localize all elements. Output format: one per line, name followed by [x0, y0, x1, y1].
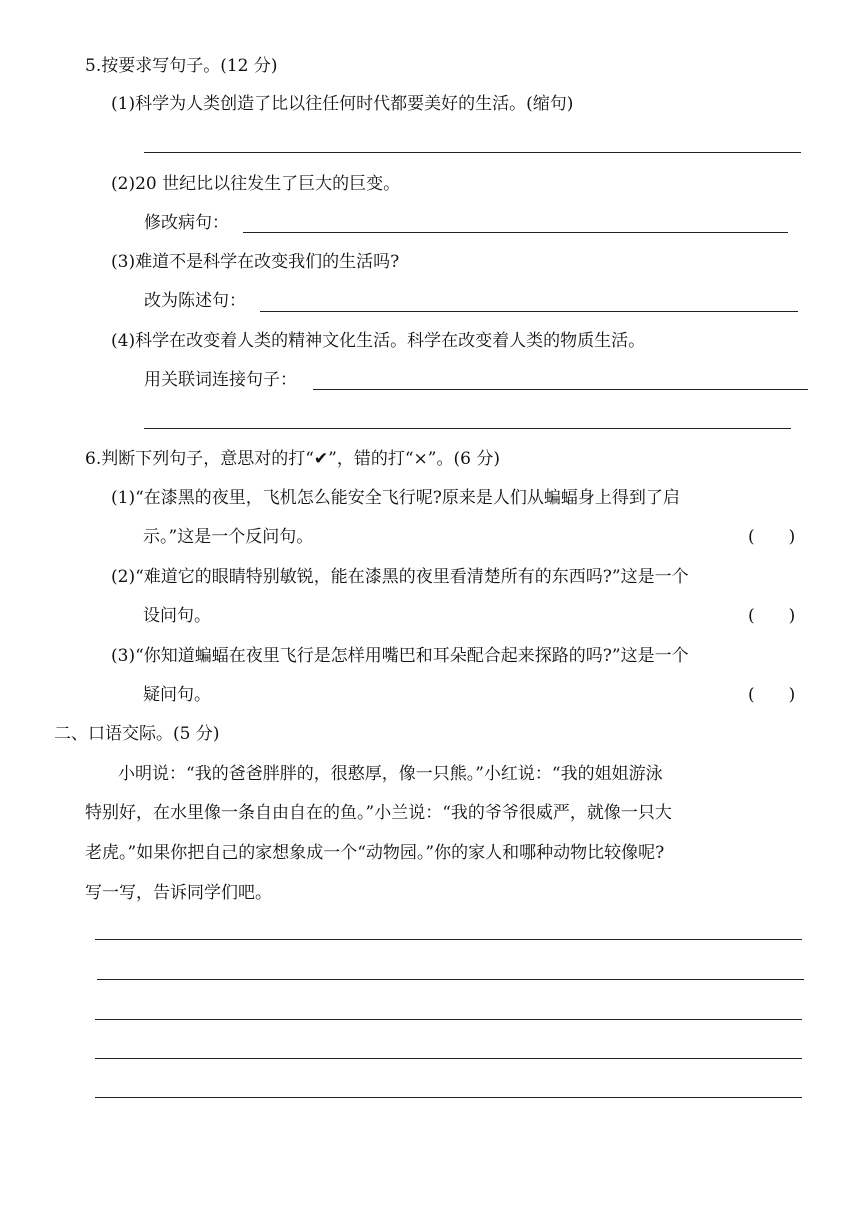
q6-title	[85, 448, 500, 470]
q5-item4-prompt: 用关联词连接句子：	[144, 370, 297, 390]
answer-paren-3[interactable]: ( )	[748, 685, 796, 705]
section2-para-line2: 特别好，在水里像一条自由自在的鱼。”小兰说：“我的爷爷很威严，就像一只大	[85, 803, 672, 823]
q6-item2-line2: 设问句。	[143, 606, 211, 626]
answer-line-q5-3[interactable]	[260, 311, 798, 312]
section2-title: 二、口语交际。(5 分)	[54, 724, 220, 744]
q6-item3-line2: 疑问句。	[143, 685, 211, 705]
q6-title-start: 6.判断下列句子，意思对的打“	[85, 449, 314, 469]
q5-item2-prompt: 修改病句：	[144, 213, 229, 233]
writing-line-2[interactable]	[97, 979, 804, 980]
section2-para-line1: 小明说：“我的爸爸胖胖的，很憨厚，像一只熊。”小红说：“我的姐姐游泳	[118, 764, 663, 784]
q5-item3: (3)难道不是科学在改变我们的生活吗?	[111, 252, 400, 272]
section2-para-line4: 写一写，告诉同学们吧。	[85, 883, 272, 903]
check-mark-icon: ✔	[313, 449, 329, 469]
writing-line-1[interactable]	[95, 939, 802, 940]
q6-item1-line1: (1)“在漆黑的夜里，飞机怎么能安全飞行呢?原来是人们从蝙蝠身上得到了启	[111, 488, 680, 508]
q6-item3-line1: (3)“你知道蝙蝠在夜里飞行是怎样用嘴巴和耳朵配合起来探路的吗?”这是一个	[111, 646, 689, 666]
answer-line-q5-2[interactable]	[243, 232, 788, 233]
q5-item4: (4)科学在改变着人类的精神文化生活。科学在改变着人类的物质生活。	[111, 331, 646, 351]
section2-para-line3: 老虎。”如果你把自己的家想象成一个“动物园。”你的家人和哪种动物比较像呢?	[85, 843, 665, 863]
q5-item3-prompt: 改为陈述句：	[144, 291, 246, 311]
writing-line-3[interactable]	[95, 1019, 802, 1020]
answer-line-q5-4a[interactable]	[313, 389, 808, 390]
q5-title: 5.按要求写句子。(12 分)	[85, 56, 278, 76]
answer-paren-2[interactable]: ( )	[748, 606, 796, 626]
answer-line-q5-1[interactable]	[144, 152, 801, 153]
q6-item2-line1: (2)“难道它的眼睛特别敏锐，能在漆黑的夜里看清楚所有的东西吗?”这是一个	[111, 567, 689, 587]
q5-item1: (1)科学为人类创造了比以往任何时代都要美好的生活。(缩句)	[111, 94, 574, 114]
writing-line-4[interactable]	[95, 1058, 802, 1059]
q6-title-end: ”，错的打“×”。(6 分)	[328, 449, 500, 469]
q5-item2: (2)20 世纪比以往发生了巨大的巨变。	[111, 174, 401, 194]
writing-line-5[interactable]	[95, 1097, 802, 1098]
q6-item1-line2: 示。”这是一个反问句。	[143, 527, 314, 547]
answer-line-q5-4b[interactable]	[144, 428, 791, 429]
answer-paren-1[interactable]: ( )	[748, 527, 796, 547]
